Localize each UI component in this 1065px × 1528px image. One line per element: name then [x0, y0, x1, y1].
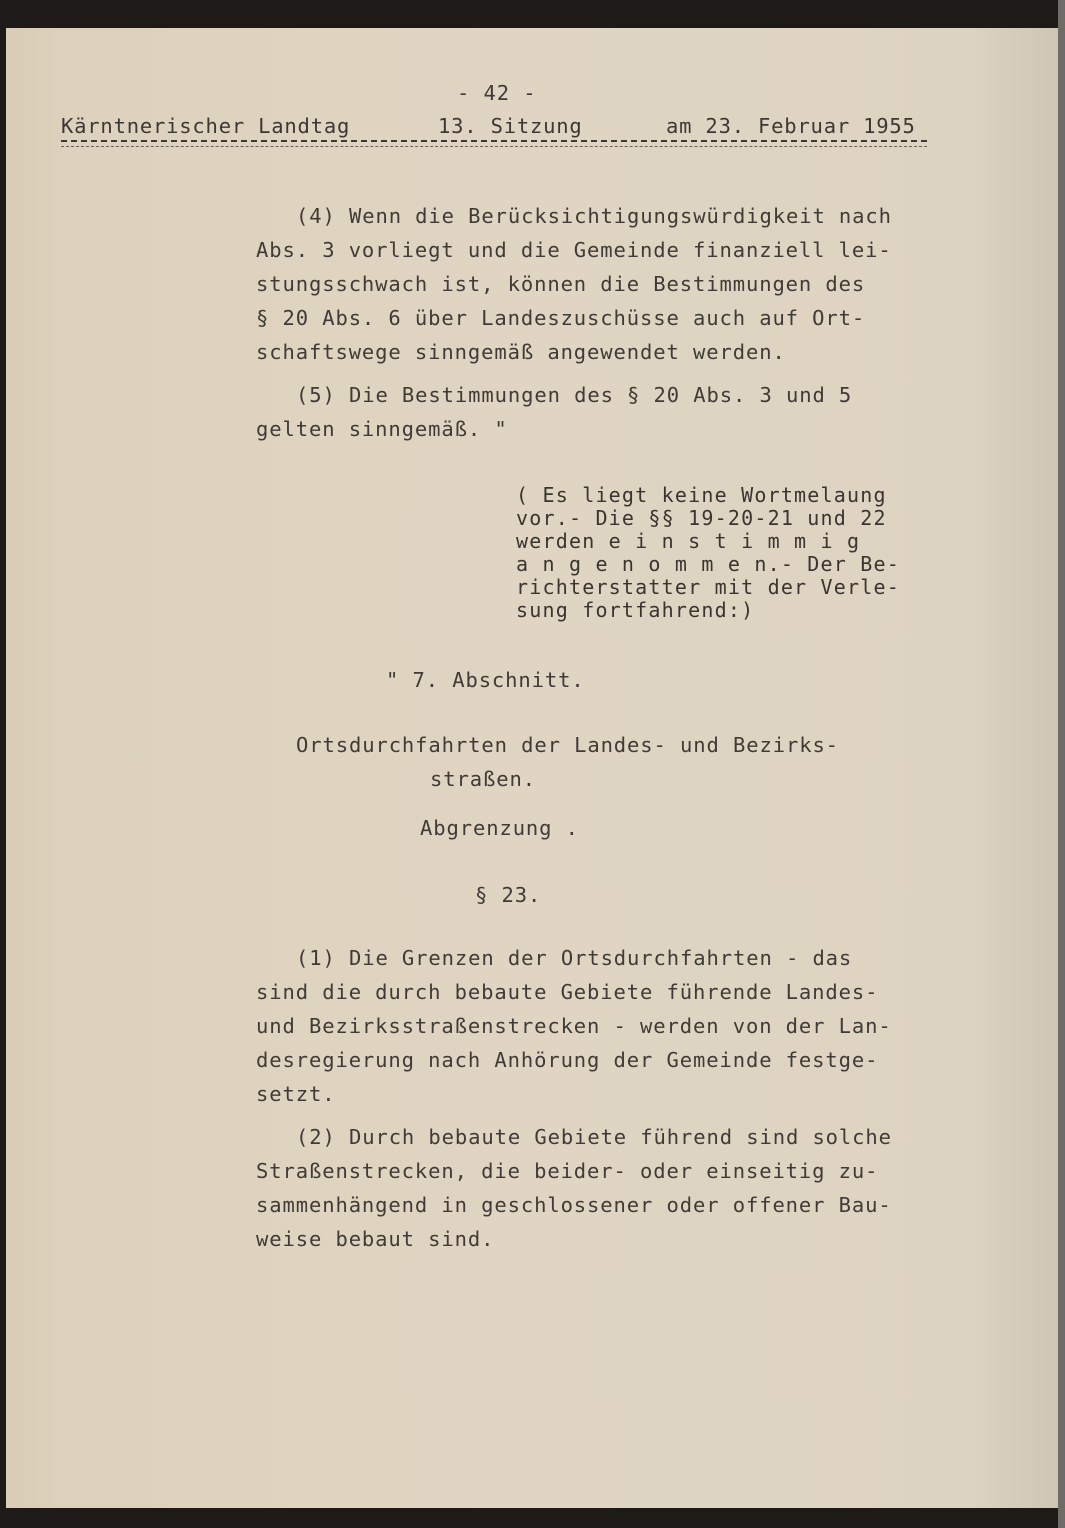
note-line: vor.- Die §§ 19-20-21 und 22 [516, 506, 887, 530]
note-line: ( Es liegt keine Wortmelaung [516, 483, 887, 507]
scan-frame-edge [1058, 0, 1065, 1528]
text-line: § 20 Abs. 6 über Landeszuschüsse auch auf Ort- [256, 306, 866, 330]
paragraph-symbol: § 23. [475, 883, 542, 907]
note-line: richterstatter mit der Verle- [516, 575, 900, 599]
text-line: sind die durch bebaute Gebiete führende Landes- [256, 980, 879, 1004]
text-line: Straßenstrecken, die beider- oder einseitig zu- [256, 1159, 879, 1183]
note-line: sung fortfahrend:) [516, 598, 755, 622]
text-line: gelten sinngemäß. " [256, 417, 508, 441]
text-line: schaftswege sinngemäß angewendet werden. [256, 340, 786, 364]
text-line: sammenhängend in geschlossener oder offener Bau- [256, 1193, 892, 1217]
header-body: Kärntnerischer Landtag [61, 114, 351, 138]
page-number: - 42 - [457, 81, 537, 105]
text-line: Abs. 3 vorliegt und die Gemeinde finanziell lei- [256, 238, 892, 262]
header-underline [61, 140, 927, 142]
text-line: (1) Die Grenzen der Ortsdurchfahrten - das [296, 946, 853, 970]
header-session: 13. Sitzung [438, 114, 583, 138]
header-date: am 23. Februar 1955 [666, 114, 916, 138]
subtitle: Abgrenzung . [420, 816, 579, 840]
text-line: weise bebaut sind. [256, 1227, 495, 1251]
text-line: setzt. [256, 1082, 336, 1106]
note-line: a n g e n o m m e n.- Der Be- [516, 552, 900, 576]
text-line: (2) Durch bebaute Gebiete führend sind solche [296, 1125, 892, 1149]
text-line: straßen. [430, 767, 536, 791]
document-header [61, 114, 931, 154]
text-line: stungsschwach ist, können die Bestimmungen des [256, 272, 866, 296]
text-line: (4) Wenn die Berücksichtigungswürdigkeit nach [296, 204, 892, 228]
section-heading: " 7. Abschnitt. [386, 668, 585, 692]
text-line: Ortsdurchfahrten der Landes- und Bezirks- [296, 733, 839, 757]
text-line: (5) Die Bestimmungen des § 20 Abs. 3 und 5 [296, 383, 853, 407]
text-line: desregierung nach Anhörung der Gemeinde festge- [256, 1048, 879, 1072]
note-line: werden e i n s t i m m i g [516, 529, 861, 553]
text-line: und Bezirksstraßenstrecken - werden von der Lan- [256, 1014, 892, 1038]
header-underline-double [61, 146, 927, 147]
document-page [6, 28, 1058, 1508]
